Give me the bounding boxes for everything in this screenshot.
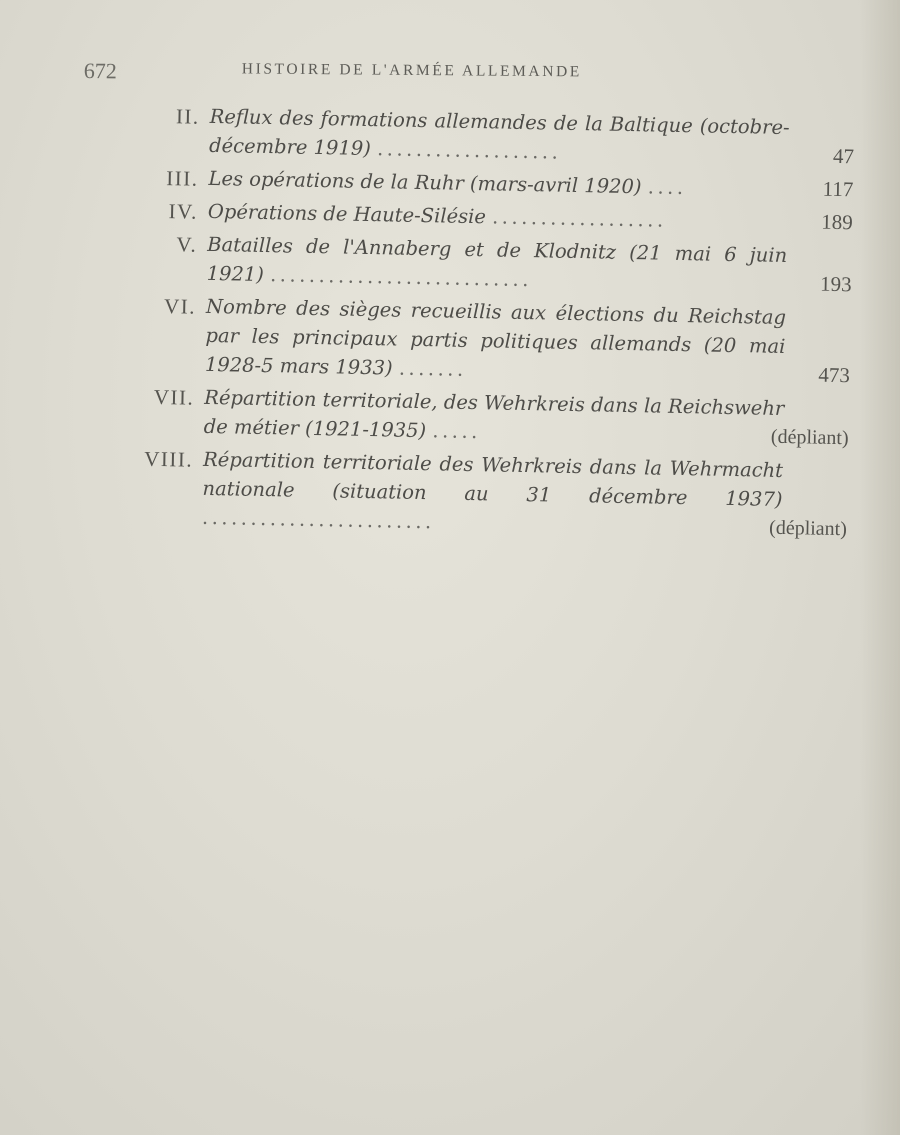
entry-page-ref: (dépliant) xyxy=(768,516,848,541)
entry-text xyxy=(203,383,784,452)
dot-leader: .................. xyxy=(491,205,667,232)
entry-numeral: VI. xyxy=(163,294,197,319)
entry-page-ref: 189 xyxy=(821,209,854,235)
entry-numeral: IV. xyxy=(168,199,199,224)
entry-numeral: VIII. xyxy=(143,446,194,472)
entry-numeral: V. xyxy=(176,232,198,257)
entry-title: Répartition territoriale des Wehrkreis dans la Wehrmacht nationale (situation au 31 décembre 1937) xyxy=(202,447,784,511)
dot-leader: ........................ xyxy=(201,505,435,534)
entry-title: Nombre des sièges recueillis aux élections du Reichstag par les principaux partis politiques allemands (20 mai 1928-5 mars 1933) xyxy=(204,294,787,380)
toc-entry-vii xyxy=(103,381,849,453)
entry-page-ref: 473 xyxy=(818,362,851,388)
entry-title: Reflux des formations allemandes de la Baltique (octobre-décembre 1919) xyxy=(208,104,790,161)
table-of-contents xyxy=(102,100,855,548)
page-number: 672 xyxy=(83,58,117,84)
entry-page-ref: 193 xyxy=(819,271,852,297)
entry-text xyxy=(202,445,784,543)
toc-entry-ii xyxy=(109,100,855,172)
entry-page-ref: 47 xyxy=(832,143,855,169)
running-title: HISTOIRE DE L'ARMÉE ALLEMANDE xyxy=(241,60,582,81)
dot-leader: .... xyxy=(647,175,687,200)
running-head xyxy=(80,48,780,94)
dot-leader: ................... xyxy=(376,137,562,164)
entry-text xyxy=(205,292,787,390)
entry-numeral: II. xyxy=(175,104,200,129)
entry-page-ref: 117 xyxy=(822,176,854,202)
toc-entry-viii xyxy=(102,443,849,544)
entry-title: Répartition territoriale, des Wehrkreis dans la Reichswehr de métier (1921-1935) xyxy=(203,385,785,443)
dot-leader: ....... xyxy=(398,356,467,381)
entry-text xyxy=(206,230,787,299)
entry-title: Opérations de Haute-Silésie xyxy=(207,199,487,229)
entry-numeral: VII. xyxy=(153,384,195,410)
entry-text xyxy=(209,102,790,171)
toc-entry-vi xyxy=(105,290,852,391)
entry-page-ref: (dépliant) xyxy=(770,425,849,450)
dot-leader: ........................... xyxy=(269,263,533,292)
entry-numeral: III. xyxy=(166,166,199,191)
entry-title: Batailles de l'Annaberg et de Klodnitz (21 mai 6 juin 1921) xyxy=(206,232,788,286)
dot-leader: ..... xyxy=(432,419,482,444)
toc-entry-v xyxy=(106,228,852,300)
entry-title: Les opérations de la Ruhr (mars-avril 1920) xyxy=(208,166,642,199)
